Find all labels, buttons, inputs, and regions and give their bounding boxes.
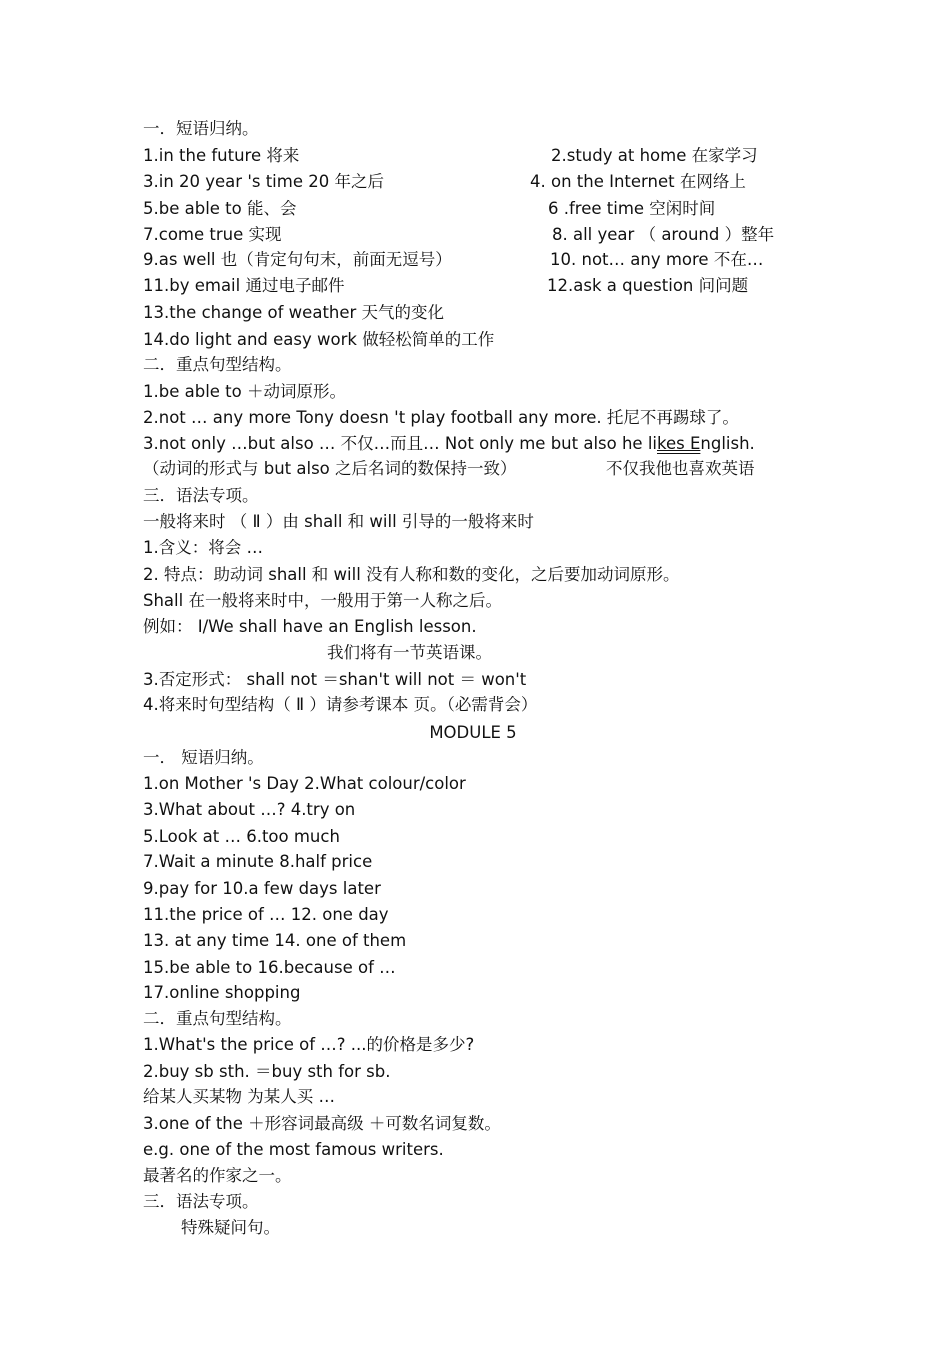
sentence-item bbox=[143, 434, 755, 454]
phrase-item: 1.in the future 将来 bbox=[143, 146, 300, 165]
phrase-item: 12.ask a question 问问题 bbox=[547, 276, 749, 295]
phrase-item: 15.be able to 16.because of … bbox=[143, 958, 396, 977]
phrase-item: 1.on Mother 's Day 2.What colour/color bbox=[143, 774, 466, 793]
sentence-text: nglish. bbox=[700, 434, 755, 453]
grammar-line: 3.否定形式： shall not ＝shan't will not ＝ won't bbox=[143, 670, 527, 689]
phrase-item: 3.in 20 year 's time 20 年之后 bbox=[143, 172, 384, 191]
phrase-item: 14.do light and easy work 做轻松简单的工作 bbox=[143, 330, 495, 349]
phrase-item: 8. all year （ around ）整年 bbox=[552, 225, 775, 244]
sentence-text: 3.not only …but also … 不仅…而且… Not only me but also he li bbox=[143, 434, 657, 453]
phrase-item: 13. at any time 14. one of them bbox=[143, 931, 407, 950]
phrase-item: 17.online shopping bbox=[143, 983, 301, 1002]
phrase-item: 9.as well 也（肯定句句末，前面无逗号） bbox=[143, 250, 452, 269]
phrase-item: 4. on the Internet 在网络上 bbox=[530, 172, 746, 191]
section-heading: 二．重点句型结构。 bbox=[143, 1009, 292, 1028]
phrase-item: 3.What about …? 4.try on bbox=[143, 800, 356, 819]
underlined-text: kes E bbox=[657, 434, 701, 453]
sentence-item: 2.buy sb sth. ＝buy sth for sb. bbox=[143, 1062, 391, 1081]
phrase-item: 5.be able to 能、会 bbox=[143, 199, 297, 218]
grammar-line: 4.将来时句型结构（ Ⅱ ）请参考课本 页。（必需背会） bbox=[143, 695, 538, 714]
phrase-item: 7.come true 实现 bbox=[143, 225, 282, 244]
module-title: MODULE 5 bbox=[429, 723, 517, 742]
sentence-item: 1.be able to ＋动词原形。 bbox=[143, 382, 346, 401]
sentence-translation: 最著名的作家之一。 bbox=[143, 1166, 292, 1185]
grammar-line: 2. 特点：助动词 shall 和 will 没有人称和数的变化，之后要加动词原形。 bbox=[143, 565, 680, 584]
phrase-item: 2.study at home 在家学习 bbox=[551, 146, 758, 165]
section-heading: 二．重点句型结构。 bbox=[143, 355, 292, 374]
grammar-line: Shall 在一般将来时中，一般用于第一人称之后。 bbox=[143, 591, 502, 610]
grammar-line: 例如： I/We shall have an English lesson. bbox=[143, 617, 477, 636]
section-heading: 一．短语归纳。 bbox=[143, 119, 259, 138]
section-heading: 三．语法专项。 bbox=[143, 486, 259, 505]
sentence-translation: 给某人买某物 为某人买 … bbox=[143, 1087, 335, 1106]
phrase-item: 13.the change of weather 天气的变化 bbox=[143, 303, 445, 322]
sentence-item: 2.not … any more Tony doesn 't play football any more. 托尼不再踢球了。 bbox=[143, 408, 739, 427]
grammar-line: 我们将有一节英语课。 bbox=[327, 643, 492, 662]
sentence-translation: 不仅我他也喜欢英语 bbox=[606, 459, 755, 478]
sentence-note: （动词的形式与 but also 之后名词的数保持一致） bbox=[143, 459, 517, 478]
phrase-item: 11.by email 通过电子邮件 bbox=[143, 276, 345, 295]
section-heading: 三．语法专项。 bbox=[143, 1192, 259, 1211]
sentence-item: 1.What's the price of …? ...的价格是多少? bbox=[143, 1035, 475, 1054]
phrase-item: 9.pay for 10.a few days later bbox=[143, 879, 381, 898]
phrase-item: 6 .free time 空闲时间 bbox=[548, 199, 716, 218]
sentence-example: e.g. one of the most famous writers. bbox=[143, 1140, 444, 1159]
grammar-line: 特殊疑问句。 bbox=[181, 1218, 280, 1237]
phrase-item: 5.Look at … 6.too much bbox=[143, 827, 340, 846]
grammar-line: 1.含义：将会 … bbox=[143, 538, 263, 557]
phrase-item: 11.the price of … 12. one day bbox=[143, 905, 389, 924]
phrase-item: 10. not… any more 不在… bbox=[550, 250, 764, 269]
grammar-line: 一般将来时 （ Ⅱ ）由 shall 和 will 引导的一般将来时 bbox=[143, 512, 534, 531]
phrase-item: 7.Wait a minute 8.half price bbox=[143, 852, 373, 871]
section-heading: 一． 短语归纳。 bbox=[143, 748, 264, 767]
sentence-item: 3.one of the ＋形容词最高级 ＋可数名词复数。 bbox=[143, 1114, 501, 1133]
